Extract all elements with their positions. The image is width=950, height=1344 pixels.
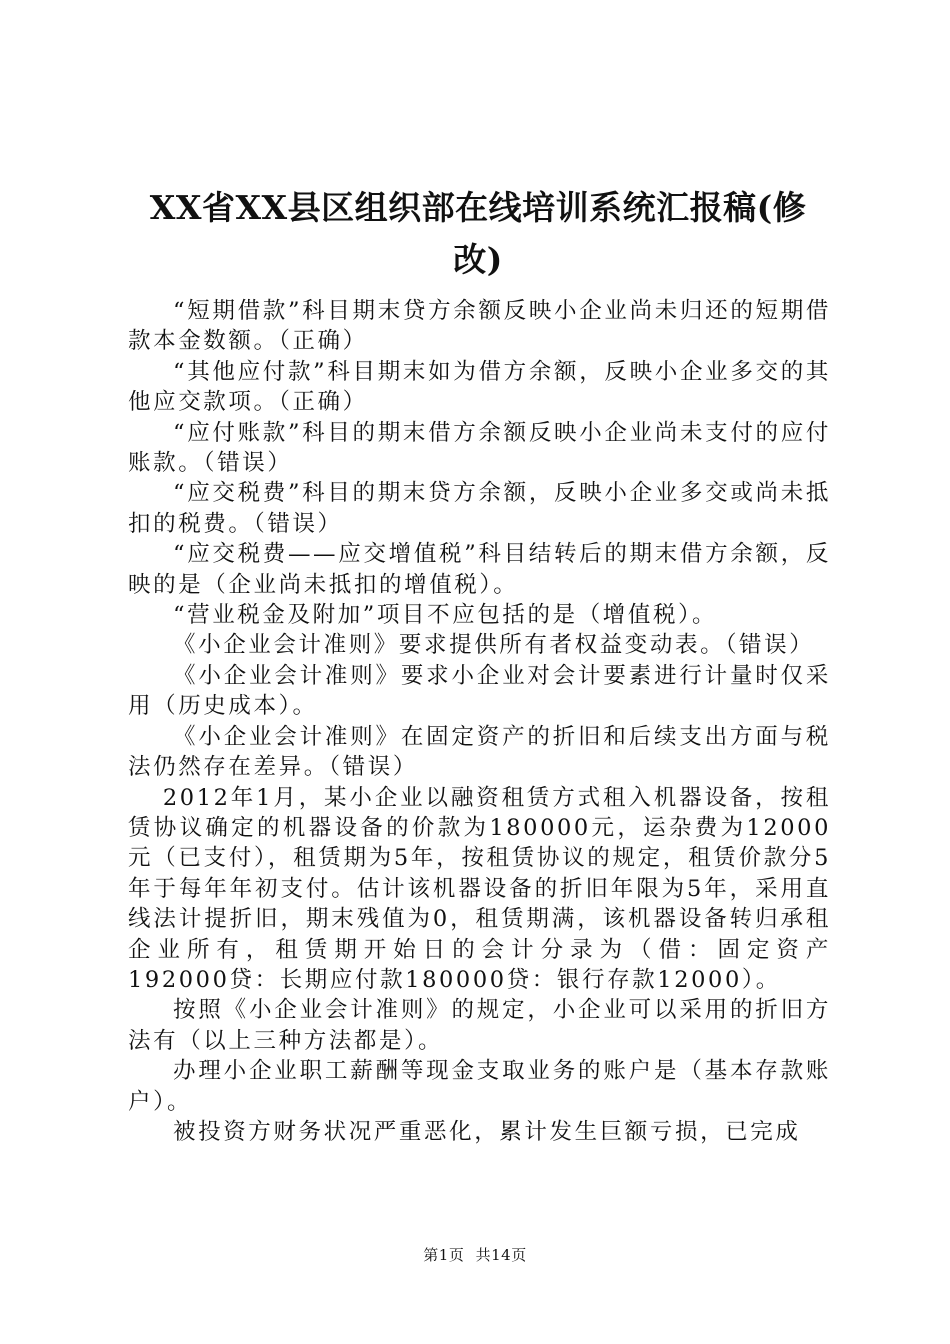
paragraph: “营业税金及附加”项目不应包括的是（增值税）。 (173, 602, 718, 629)
document-title: XX省XX县区组织部在线培训系统汇报稿(修改) (149, 188, 807, 279)
page-footer (0, 1244, 950, 1265)
paragraph: “应付账款”科目的期末借方余额反映小企业尚未支付的应付账款。（错误） (128, 419, 831, 477)
paragraph: “应交税费——应交增值税”科目结转后的期末借方余额，反映的是（企业尚未抵扣的增值税）。 (128, 541, 831, 598)
paragraph: 被投资方财务状况严重恶化，累计发生巨额亏损，已完成 (173, 1118, 801, 1145)
paragraph: 《小企业会计准则》要求小企业对会计要素进行计量时仅采用（历史成本）。 (128, 662, 831, 720)
paragraph: 《小企业会计准则》在固定资产的折旧和后续支出方面与税法仍然存在差异。（错误） (128, 723, 831, 781)
paragraph: “短期借款”科目期末贷方余额反映小企业尚未归还的短期借款本金数额。（正确） (128, 298, 831, 355)
paragraph: 办理小企业职工薪酬等现金支取业务的账户是（基本存款账户）。 (128, 1058, 831, 1115)
paragraph: 按照《小企业会计准则》的规定，小企业可以采用的折旧方法有（以上三种方法都是）。 (128, 997, 831, 1054)
page-total: 共14页 (475, 1246, 527, 1264)
document-body (128, 296, 831, 1147)
paragraph: 《小企业会计准则》要求提供所有者权益变动表。（错误） (173, 632, 815, 659)
paragraph: “其他应付款”科目期末如为借方余额，反映小企业多交的其他应交款项。（正确） (128, 358, 831, 416)
page-number: 第1页 (423, 1246, 465, 1264)
paragraph: “应交税费”科目的期末贷方余额，反映小企业多交或尚未抵扣的税费。（错误） (128, 480, 831, 537)
paragraph: 2012年1月，某小企业以融资租赁方式租入机器设备，按租赁协议确定的机器设备的价款为180000元，运杂费为12000元（已支付），租赁期为5年，按租赁协议的规定，租赁价款分5年于每年年初支付。估计该机器设备的折旧年限为5年，采用直线法计提折旧，期末残值为0，租赁期满，该机器设备转归承租企业所有，租赁期开始日的会计分录为（借：固定资产192000贷：长期应付款180000贷：银行存款12000）。 (128, 784, 831, 993)
